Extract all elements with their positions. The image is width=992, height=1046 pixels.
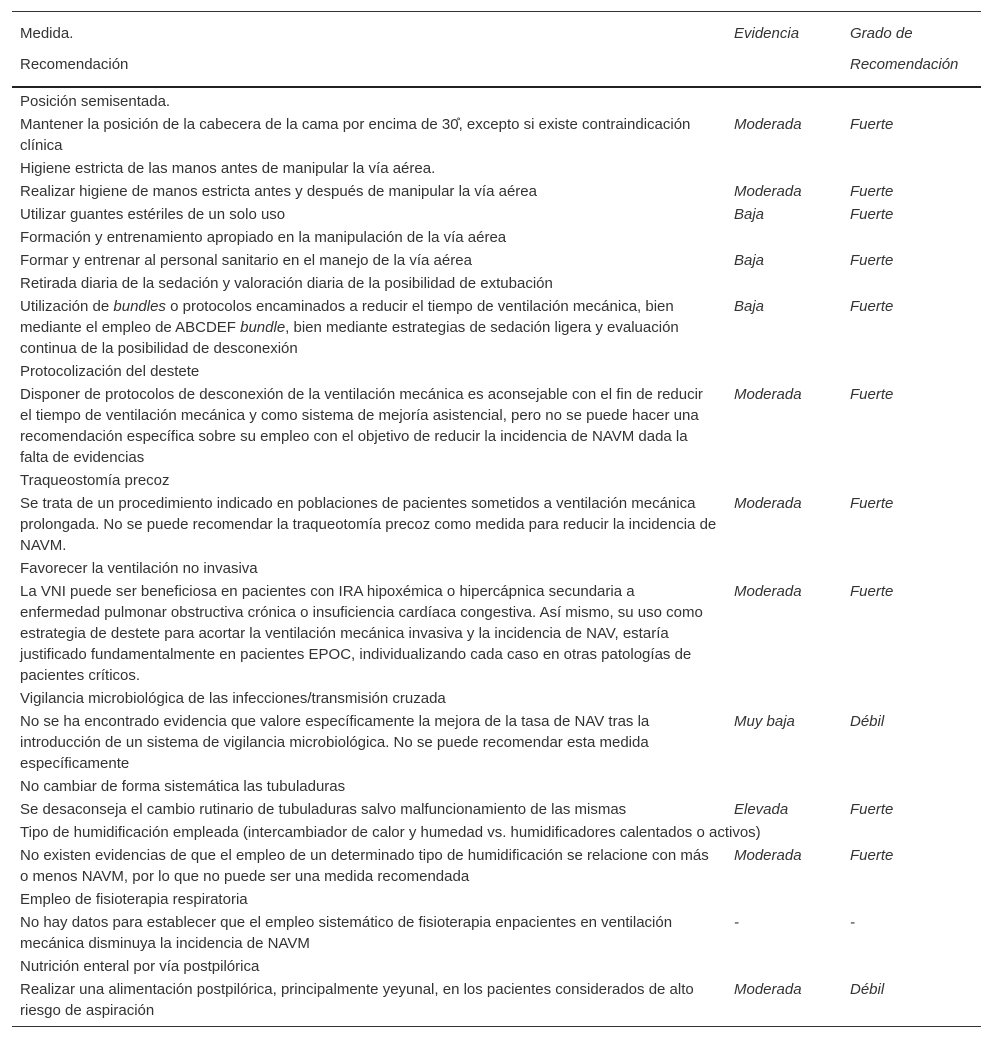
recommendation-text-part: Utilización de	[20, 298, 114, 315]
table-row-recommendation	[12, 844, 981, 888]
table-row-measure	[12, 557, 981, 580]
table-row-measure	[12, 360, 981, 383]
table-row-recommendation	[12, 295, 981, 360]
evidence-level: Moderada	[734, 386, 802, 403]
recommendation-grade: Fuerte	[850, 386, 894, 403]
table-row-measure	[12, 687, 981, 710]
recommendation-grade: Débil	[850, 981, 885, 998]
table-body	[12, 87, 981, 1027]
header-grade-line2: Recomendación	[850, 56, 959, 73]
table-row-measure	[12, 955, 981, 978]
evidence-level: Elevada	[734, 801, 789, 818]
recommendation-text: Realizar higiene de manos estricta antes y después de manipular la vía aérea	[20, 183, 537, 200]
header-grade	[842, 12, 981, 88]
evidence-level: -	[734, 914, 739, 931]
evidence-level: Baja	[734, 298, 765, 315]
table-row-recommendation	[12, 710, 981, 775]
recommendation-text: No existen evidencias de que el empleo de un determinado tipo de humidificación se relacione con más o menos NAVM, por lo que no puede ser una medida recomendada	[20, 847, 709, 885]
measure-title: Protocolización del destete	[20, 363, 200, 380]
recommendation-text: Se trata de un procedimiento indicado en poblaciones de pacientes sometidos a ventilación mecánica prolongada. No se puede recomendar la traqueotomía precoz como medida para reducir la incidencia de NAVM.	[20, 495, 717, 554]
recommendation-text: No se ha encontrado evidencia que valore específicamente la mejora de la tasa de NAV tras la introducción de un sistema de vigilancia microbiológica. No se puede recomendar esta medida específicamente	[20, 713, 650, 772]
evidence-level: Moderada	[734, 495, 802, 512]
recommendation-grade: Fuerte	[850, 495, 894, 512]
recommendation-text: Disponer de protocolos de desconexión de la ventilación mecánica es aconsejable con el fin de reducir el tiempo de ventilación mecánica y como sistema de mejoría asistencial, pero no se puede hacer una recomendación específica sobre su empleo con el objetivo de reducir la incidencia de NAVM dada la falta de evidencias	[20, 386, 703, 466]
recommendations-table	[12, 11, 981, 1027]
recommendation-grade: -	[850, 914, 855, 931]
evidence-level: Baja	[734, 252, 765, 269]
recommendation-text	[12, 295, 726, 360]
table-header	[12, 12, 981, 88]
recommendation-text: La VNI puede ser beneficiosa en pacientes con IRA hipoxémica o hipercápnica secundaria a enfermedad pulmonar obstructiva crónica o insuficiencia cardíaca congestiva. Así mismo, su uso como estrategia de destete para acortar la ventilación mecánica invasiva y la incidencia de NAV, estaría justificado fundamentalmente en pacientes EPOC, individualizando cada caso en otras patologías de pacientes críticos.	[20, 583, 703, 684]
evidence-level: Moderada	[734, 183, 802, 200]
evidence-level: Moderada	[734, 847, 802, 864]
table-row-recommendation	[12, 113, 981, 157]
measure-title: Nutrición enteral por vía postpilórica	[20, 958, 260, 975]
table-row-measure	[12, 469, 981, 492]
table-row-measure	[12, 272, 981, 295]
recommendation-grade: Débil	[850, 713, 885, 730]
recommendation-text-part: o protocolos encaminados a reducir el tiempo de ventilación mecánica, bien mediante el empleo de ABCDEF	[20, 298, 674, 336]
table-row-recommendation	[12, 798, 981, 821]
table-row-recommendation	[12, 978, 981, 1027]
header-row	[12, 12, 981, 88]
header-measure	[12, 12, 726, 88]
table-row-measure	[12, 775, 981, 798]
table-row-measure	[12, 821, 981, 844]
table-row-measure	[12, 87, 981, 113]
measure-title: Vigilancia microbiológica de las infecciones/transmisión cruzada	[20, 690, 446, 707]
recommendation-term: bundle	[240, 319, 286, 336]
table-row-recommendation	[12, 383, 981, 469]
measure-title: Formación y entrenamiento apropiado en la manipulación de la vía aérea	[20, 229, 507, 246]
evidence-level: Moderada	[734, 981, 802, 998]
recommendation-grade: Fuerte	[850, 298, 894, 315]
measure-title: No cambiar de forma sistemática las tubuladuras	[20, 778, 346, 795]
table-row-recommendation	[12, 492, 981, 557]
recommendation-text: Realizar una alimentación postpilórica, principalmente yeyunal, en los pacientes considerados de alto riesgo de aspiración	[20, 981, 694, 1019]
recommendation-text: Utilizar guantes estériles de un solo uso	[20, 206, 286, 223]
recommendation-grade: Fuerte	[850, 206, 894, 223]
recommendation-grade: Fuerte	[850, 116, 894, 133]
recommendation-grade: Fuerte	[850, 252, 894, 269]
measure-title: Higiene estricta de las manos antes de manipular la vía aérea.	[20, 160, 436, 177]
measure-title: Posición semisentada.	[20, 93, 171, 110]
recommendation-text: Formar y entrenar al personal sanitario en el manejo de la vía aérea	[20, 252, 472, 269]
recommendation-grade: Fuerte	[850, 801, 894, 818]
table-row-measure	[12, 888, 981, 911]
recommendation-text-part: , bien mediante estrategias de sedación ligera y evaluación continua de la posibilidad de desconexión	[20, 319, 679, 357]
recommendation-grade: Fuerte	[850, 847, 894, 864]
measure-title: Tipo de humidificación empleada (intercambiador de calor y humedad vs. humidificadores calentados o activos)	[20, 824, 761, 841]
measure-title: Retirada diaria de la sedación y valoración diaria de la posibilidad de extubación	[20, 275, 553, 292]
recommendation-text: Se desaconseja el cambio rutinario de tubuladuras salvo malfuncionamiento de las mismas	[20, 801, 627, 818]
table-row-recommendation	[12, 180, 981, 203]
header-measure-line1: Medida.	[20, 25, 74, 42]
evidence-level: Muy baja	[734, 713, 795, 730]
table-row-measure	[12, 226, 981, 249]
recommendation-term: bundles	[113, 298, 166, 315]
table-row-recommendation	[12, 249, 981, 272]
recommendation-grade: Fuerte	[850, 183, 894, 200]
evidence-level: Baja	[734, 206, 765, 223]
recommendations-table-container	[12, 11, 981, 1027]
measure-title: Empleo de fisioterapia respiratoria	[20, 891, 248, 908]
header-evidence: Evidencia	[734, 25, 800, 42]
table-row-recommendation	[12, 580, 981, 687]
recommendation-text: No hay datos para establecer que el empleo sistemático de fisioterapia enpacientes en ventilación mecánica disminuya la incidencia de NAVM	[20, 914, 673, 952]
recommendation-grade: Fuerte	[850, 583, 894, 600]
table-row-measure	[12, 157, 981, 180]
evidence-level: Moderada	[734, 583, 802, 600]
table-row-recommendation	[12, 911, 981, 955]
header-grade-line1: Grado de	[850, 25, 913, 42]
measure-title: Traqueostomía precoz	[20, 472, 170, 489]
recommendation-text: Mantener la posición de la cabecera de la cama por encima de 30̊, excepto si existe contraindicación clínica	[20, 116, 691, 154]
table-row-recommendation	[12, 203, 981, 226]
header-measure-line2: Recomendación	[20, 56, 129, 73]
measure-title: Favorecer la ventilación no invasiva	[20, 560, 258, 577]
evidence-level: Moderada	[734, 116, 802, 133]
